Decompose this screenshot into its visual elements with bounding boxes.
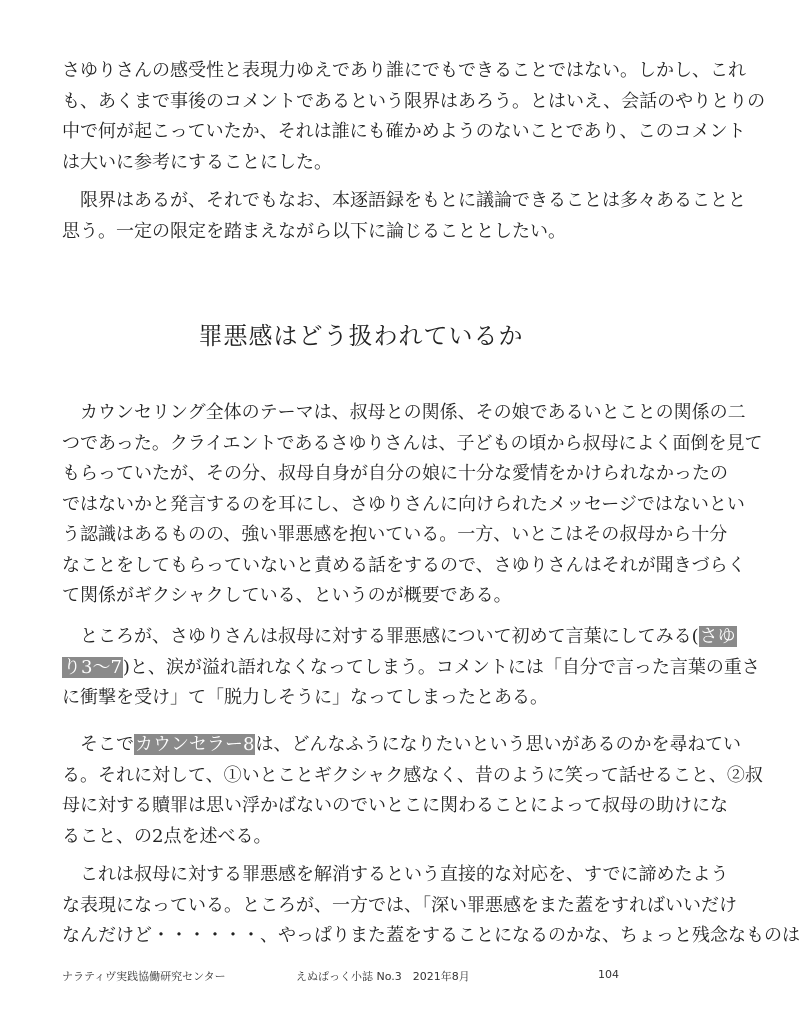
text-segment: に衝撃を受け」て「脱力しそうに」なってしまったとある。: [62, 687, 548, 708]
text-segment: ること、の2点を述べる。: [62, 825, 272, 847]
highlighted-reference: り3～7: [63, 656, 122, 678]
text-line: [62, 761, 763, 792]
text-line: [62, 459, 728, 490]
text-line: [62, 186, 746, 217]
text-segment: )と、涙が溢れ語れなくなってしまう。コメントには「自分で言った言葉の重さ: [122, 656, 760, 678]
text-segment: は、どんなふうになりたいという思いがあるのかを尋ねてい: [255, 734, 742, 755]
text-line: [62, 551, 746, 582]
text-segment: な表現になっている。ところが、一方では、「深い罪悪感をまた蓋をすればいいだけ: [62, 894, 737, 916]
text-segment: 中で何が起こっていたか、それは誰にも確かめようのないことであり、このコメント: [62, 121, 746, 142]
text-line: [62, 429, 763, 460]
text-line: [62, 822, 662, 853]
paragraph-6: [62, 860, 800, 952]
text-line: [62, 921, 800, 952]
paragraph-3: [62, 398, 763, 612]
text-line: [62, 891, 737, 922]
text-segment: これは叔母に対する罪悪感を解消するという直接的な対応を、すでに諦めたよう: [62, 864, 729, 885]
text-segment: なことをしてもらっていないと責める話をするので、さゆりさんはそれが聞きづらく: [62, 554, 746, 576]
text-segment: もらっていたが、その分、叔母自身が自分の娘に十分な愛情をかけられなかったの: [62, 463, 728, 484]
text-line: [62, 117, 746, 148]
text-segment: る。それに対して、①いとことギクシャク感なく、昔のように笑って話せること、②叔: [62, 764, 763, 786]
paragraph-1: [62, 56, 766, 178]
text-segment: 母に対する贖罪は思い浮かばないのでいとこに関わることによって叔母の助けにな: [62, 795, 728, 816]
text-line: [62, 860, 729, 891]
text-segment: さゆりさんの感受性と表現力ゆえであり誰にでもできることではない。しかし、これ: [62, 60, 746, 81]
text-line: [62, 398, 746, 429]
text-line: [62, 520, 728, 551]
text-segment: ではないかと発言するのを耳にし、さゆりさんに向けられたメッセージではないとい: [62, 493, 745, 515]
text-segment: 限界はあるが、それでもなお、本逐語録をもとに議論できることは多々あることと: [62, 190, 746, 211]
footer-organization: ナラティヴ実践協働研究センター: [62, 970, 226, 983]
paragraph-4: [62, 622, 760, 714]
text-segment: つであった。クライエントであるさゆりさんは、子どもの頃から叔母によく面倒を見て: [62, 432, 763, 454]
paragraph-5: [62, 730, 763, 852]
text-line: [62, 730, 742, 761]
text-line: [62, 56, 746, 87]
text-segment: ところが、さゆりさんは叔母に対する罪悪感について初めて言葉にしてみる(: [62, 626, 699, 647]
highlighted-reference: さゆ: [699, 626, 736, 647]
footer-page-number: 104: [598, 968, 619, 981]
text-line: [62, 217, 662, 248]
text-line: [62, 653, 760, 684]
highlighted-reference: カウンセラー8: [135, 734, 255, 755]
text-line: [62, 87, 766, 118]
text-segment: なんだけど・・・・・・、やっぱりまた蓋をすることになるのかな、ちょっと残念なものは: [62, 925, 800, 946]
text-segment: う認識はあるものの、強い罪悪感を抱いている。一方、いとこはその叔母から十分: [62, 524, 728, 545]
text-segment: て関係がギクシャクしている、というのが概要である。: [62, 585, 512, 606]
paragraph-2: [62, 186, 746, 247]
text-segment: そこで: [62, 734, 134, 755]
text-segment: も、あくまで事後のコメントであるという限界はあろう。とはいえ、会話のやりとりの: [62, 90, 766, 112]
text-segment: は大いに参考にすることにした。: [62, 151, 332, 173]
section-heading: 罪悪感はどう扱われているか: [198, 322, 524, 350]
text-line: [62, 148, 662, 179]
footer-journal-info: えぬぱっく小誌 No.3 2021年8月: [296, 970, 470, 983]
text-line: [62, 622, 736, 653]
text-line: [62, 581, 662, 612]
text-line: [62, 683, 662, 714]
text-segment: 思う。一定の限定を踏まえながら以下に論じることとしたい。: [62, 220, 566, 242]
text-line: [62, 791, 728, 822]
text-line: [62, 490, 745, 521]
text-segment: カウンセリング全体のテーマは、叔母との関係、その娘であるいとことの関係の二: [62, 402, 746, 423]
